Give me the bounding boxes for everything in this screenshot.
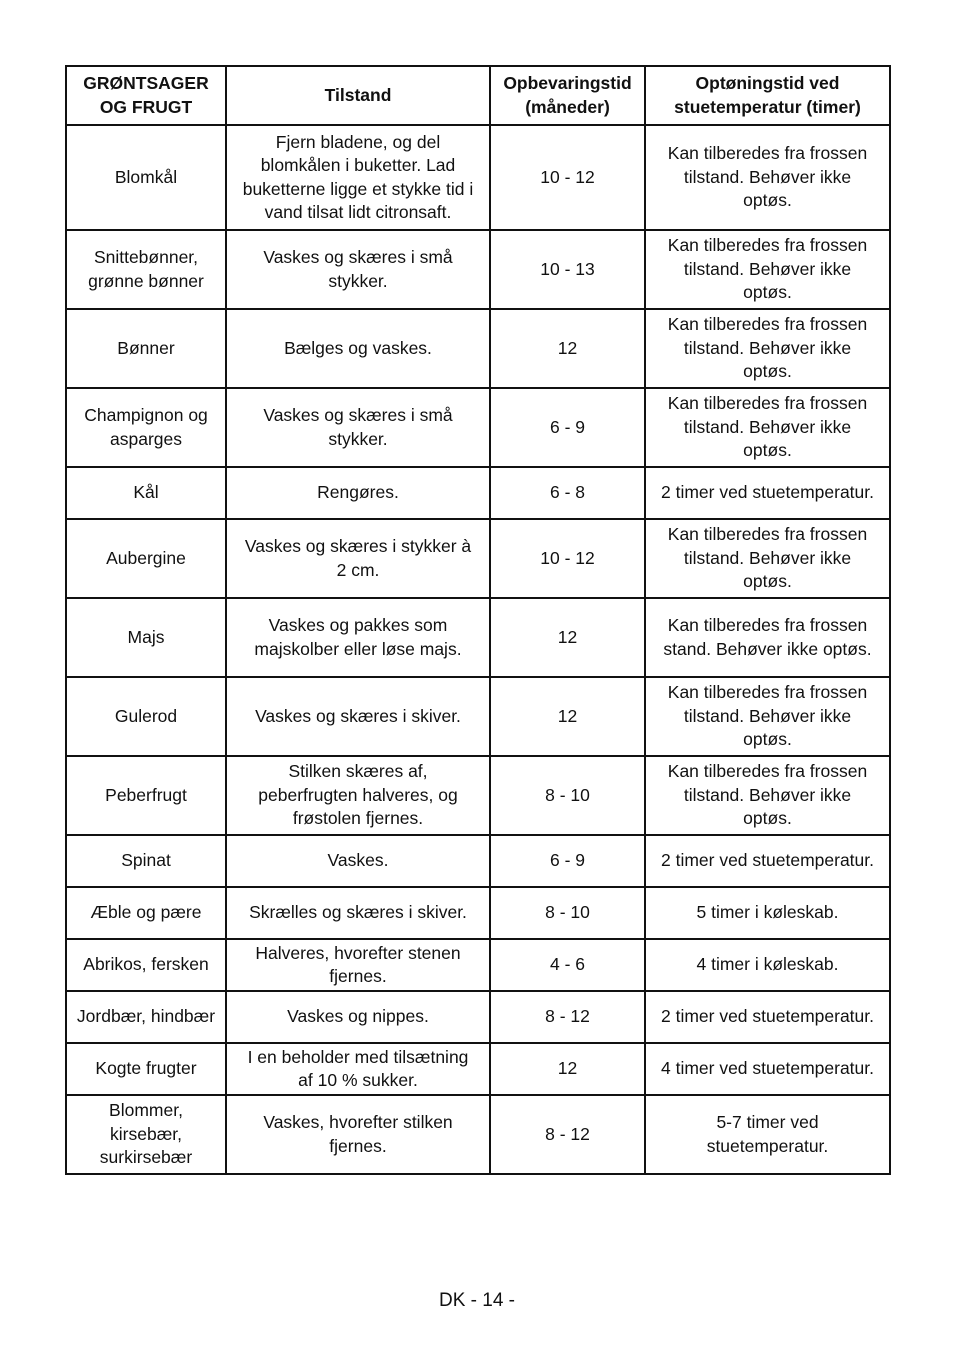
table-header-row xyxy=(66,66,890,125)
cell-storage: 12 xyxy=(490,1043,645,1095)
cell-storage: 10 - 12 xyxy=(490,125,645,230)
table-row xyxy=(66,677,890,756)
cell-condition: Vaskes og skæres i små stykker. xyxy=(226,230,490,309)
cell-storage: 6 - 9 xyxy=(490,835,645,887)
cell-storage: 6 - 9 xyxy=(490,388,645,467)
cell-thawing: Kan tilberedes fra frossen tilstand. Behøver ikke optøs. xyxy=(645,388,890,467)
cell-storage: 8 - 10 xyxy=(490,756,645,835)
cell-storage: 12 xyxy=(490,677,645,756)
cell-condition: Vaskes og skæres i skiver. xyxy=(226,677,490,756)
cell-condition: Vaskes og skæres i stykker à 2 cm. xyxy=(226,519,490,598)
cell-storage: 12 xyxy=(490,309,645,388)
table-row xyxy=(66,1095,890,1174)
cell-condition: Vaskes. xyxy=(226,835,490,887)
cell-item: Peberfrugt xyxy=(66,756,226,835)
cell-condition: Fjern bladene, og del blomkålen i buketter. Lad buketterne ligge et stykke tid i vand tilsat lidt citronsaft. xyxy=(226,125,490,230)
cell-item: Blomkål xyxy=(66,125,226,230)
cell-condition: Vaskes og skæres i små stykker. xyxy=(226,388,490,467)
cell-item: Abrikos, fersken xyxy=(66,939,226,991)
cell-item: Æble og pære xyxy=(66,887,226,939)
header-thawing-time: Optøningstid ved stuetemperatur (timer) xyxy=(645,66,890,125)
table-row xyxy=(66,756,890,835)
cell-condition: Skrælles og skæres i skiver. xyxy=(226,887,490,939)
table-row xyxy=(66,230,890,309)
table-row xyxy=(66,835,890,887)
cell-item: Bønner xyxy=(66,309,226,388)
cell-item: Majs xyxy=(66,598,226,677)
cell-thawing: Kan tilberedes fra frossen tilstand. Behøver ikke optøs. xyxy=(645,756,890,835)
freezing-table xyxy=(65,65,891,1175)
cell-thawing: 2 timer ved stuetemperatur. xyxy=(645,467,890,519)
cell-condition: Vaskes og pakkes som majskolber eller løse majs. xyxy=(226,598,490,677)
cell-thawing: Kan tilberedes fra frossen tilstand. Behøver ikke optøs. xyxy=(645,230,890,309)
cell-condition: Rengøres. xyxy=(226,467,490,519)
cell-thawing: Kan tilberedes fra frossen tilstand. Behøver ikke optøs. xyxy=(645,677,890,756)
table-row xyxy=(66,125,890,230)
cell-thawing: Kan tilberedes fra frossen tilstand. Behøver ikke optøs. xyxy=(645,125,890,230)
cell-thawing: 4 timer i køleskab. xyxy=(645,939,890,991)
cell-thawing: 2 timer ved stuetemperatur. xyxy=(645,835,890,887)
header-vegetables-fruit: GRØNTSAGER OG FRUGT xyxy=(66,66,226,125)
cell-thawing: 2 timer ved stuetemperatur. xyxy=(645,991,890,1043)
cell-storage: 8 - 12 xyxy=(490,991,645,1043)
cell-item: Kål xyxy=(66,467,226,519)
cell-item: Snittebønner, grønne bønner xyxy=(66,230,226,309)
cell-storage: 6 - 8 xyxy=(490,467,645,519)
cell-thawing: 5 timer i køleskab. xyxy=(645,887,890,939)
cell-storage: 10 - 12 xyxy=(490,519,645,598)
cell-condition: Vaskes og nippes. xyxy=(226,991,490,1043)
cell-condition: Halveres, hvorefter stenen fjernes. xyxy=(226,939,490,991)
cell-thawing: Kan tilberedes fra frossen stand. Behøver ikke optøs. xyxy=(645,598,890,677)
cell-item: Spinat xyxy=(66,835,226,887)
cell-storage: 8 - 10 xyxy=(490,887,645,939)
table-row xyxy=(66,1043,890,1095)
cell-storage: 8 - 12 xyxy=(490,1095,645,1174)
cell-item: Jordbær, hindbær xyxy=(66,991,226,1043)
cell-thawing: Kan tilberedes fra frossen tilstand. Behøver ikke optøs. xyxy=(645,519,890,598)
cell-thawing: Kan tilberedes fra frossen tilstand. Behøver ikke optøs. xyxy=(645,309,890,388)
header-storage-time: Opbevaringstid (måneder) xyxy=(490,66,645,125)
table-row xyxy=(66,388,890,467)
cell-condition: Stilken skæres af, peberfrugten halveres, og frøstolen fjernes. xyxy=(226,756,490,835)
cell-item: Aubergine xyxy=(66,519,226,598)
table-row xyxy=(66,598,890,677)
table-row xyxy=(66,991,890,1043)
cell-item: Kogte frugter xyxy=(66,1043,226,1095)
cell-item: Gulerod xyxy=(66,677,226,756)
table-row xyxy=(66,939,890,991)
cell-thawing: 5-7 timer ved stuetemperatur. xyxy=(645,1095,890,1174)
cell-thawing: 4 timer ved stuetemperatur. xyxy=(645,1043,890,1095)
cell-condition: I en beholder med tilsætning af 10 % sukker. xyxy=(226,1043,490,1095)
cell-item: Champignon og asparges xyxy=(66,388,226,467)
cell-condition: Bælges og vaskes. xyxy=(226,309,490,388)
cell-item: Blommer, kirsebær, surkirsebær xyxy=(66,1095,226,1174)
page-number: DK - 14 - xyxy=(438,1290,516,1311)
cell-condition: Vaskes, hvorefter stilken fjernes. xyxy=(226,1095,490,1174)
table-row xyxy=(66,309,890,388)
table-row xyxy=(66,887,890,939)
cell-storage: 4 - 6 xyxy=(490,939,645,991)
table-row xyxy=(66,519,890,598)
table-row xyxy=(66,467,890,519)
cell-storage: 12 xyxy=(490,598,645,677)
cell-storage: 10 - 13 xyxy=(490,230,645,309)
header-condition: Tilstand xyxy=(226,66,490,125)
